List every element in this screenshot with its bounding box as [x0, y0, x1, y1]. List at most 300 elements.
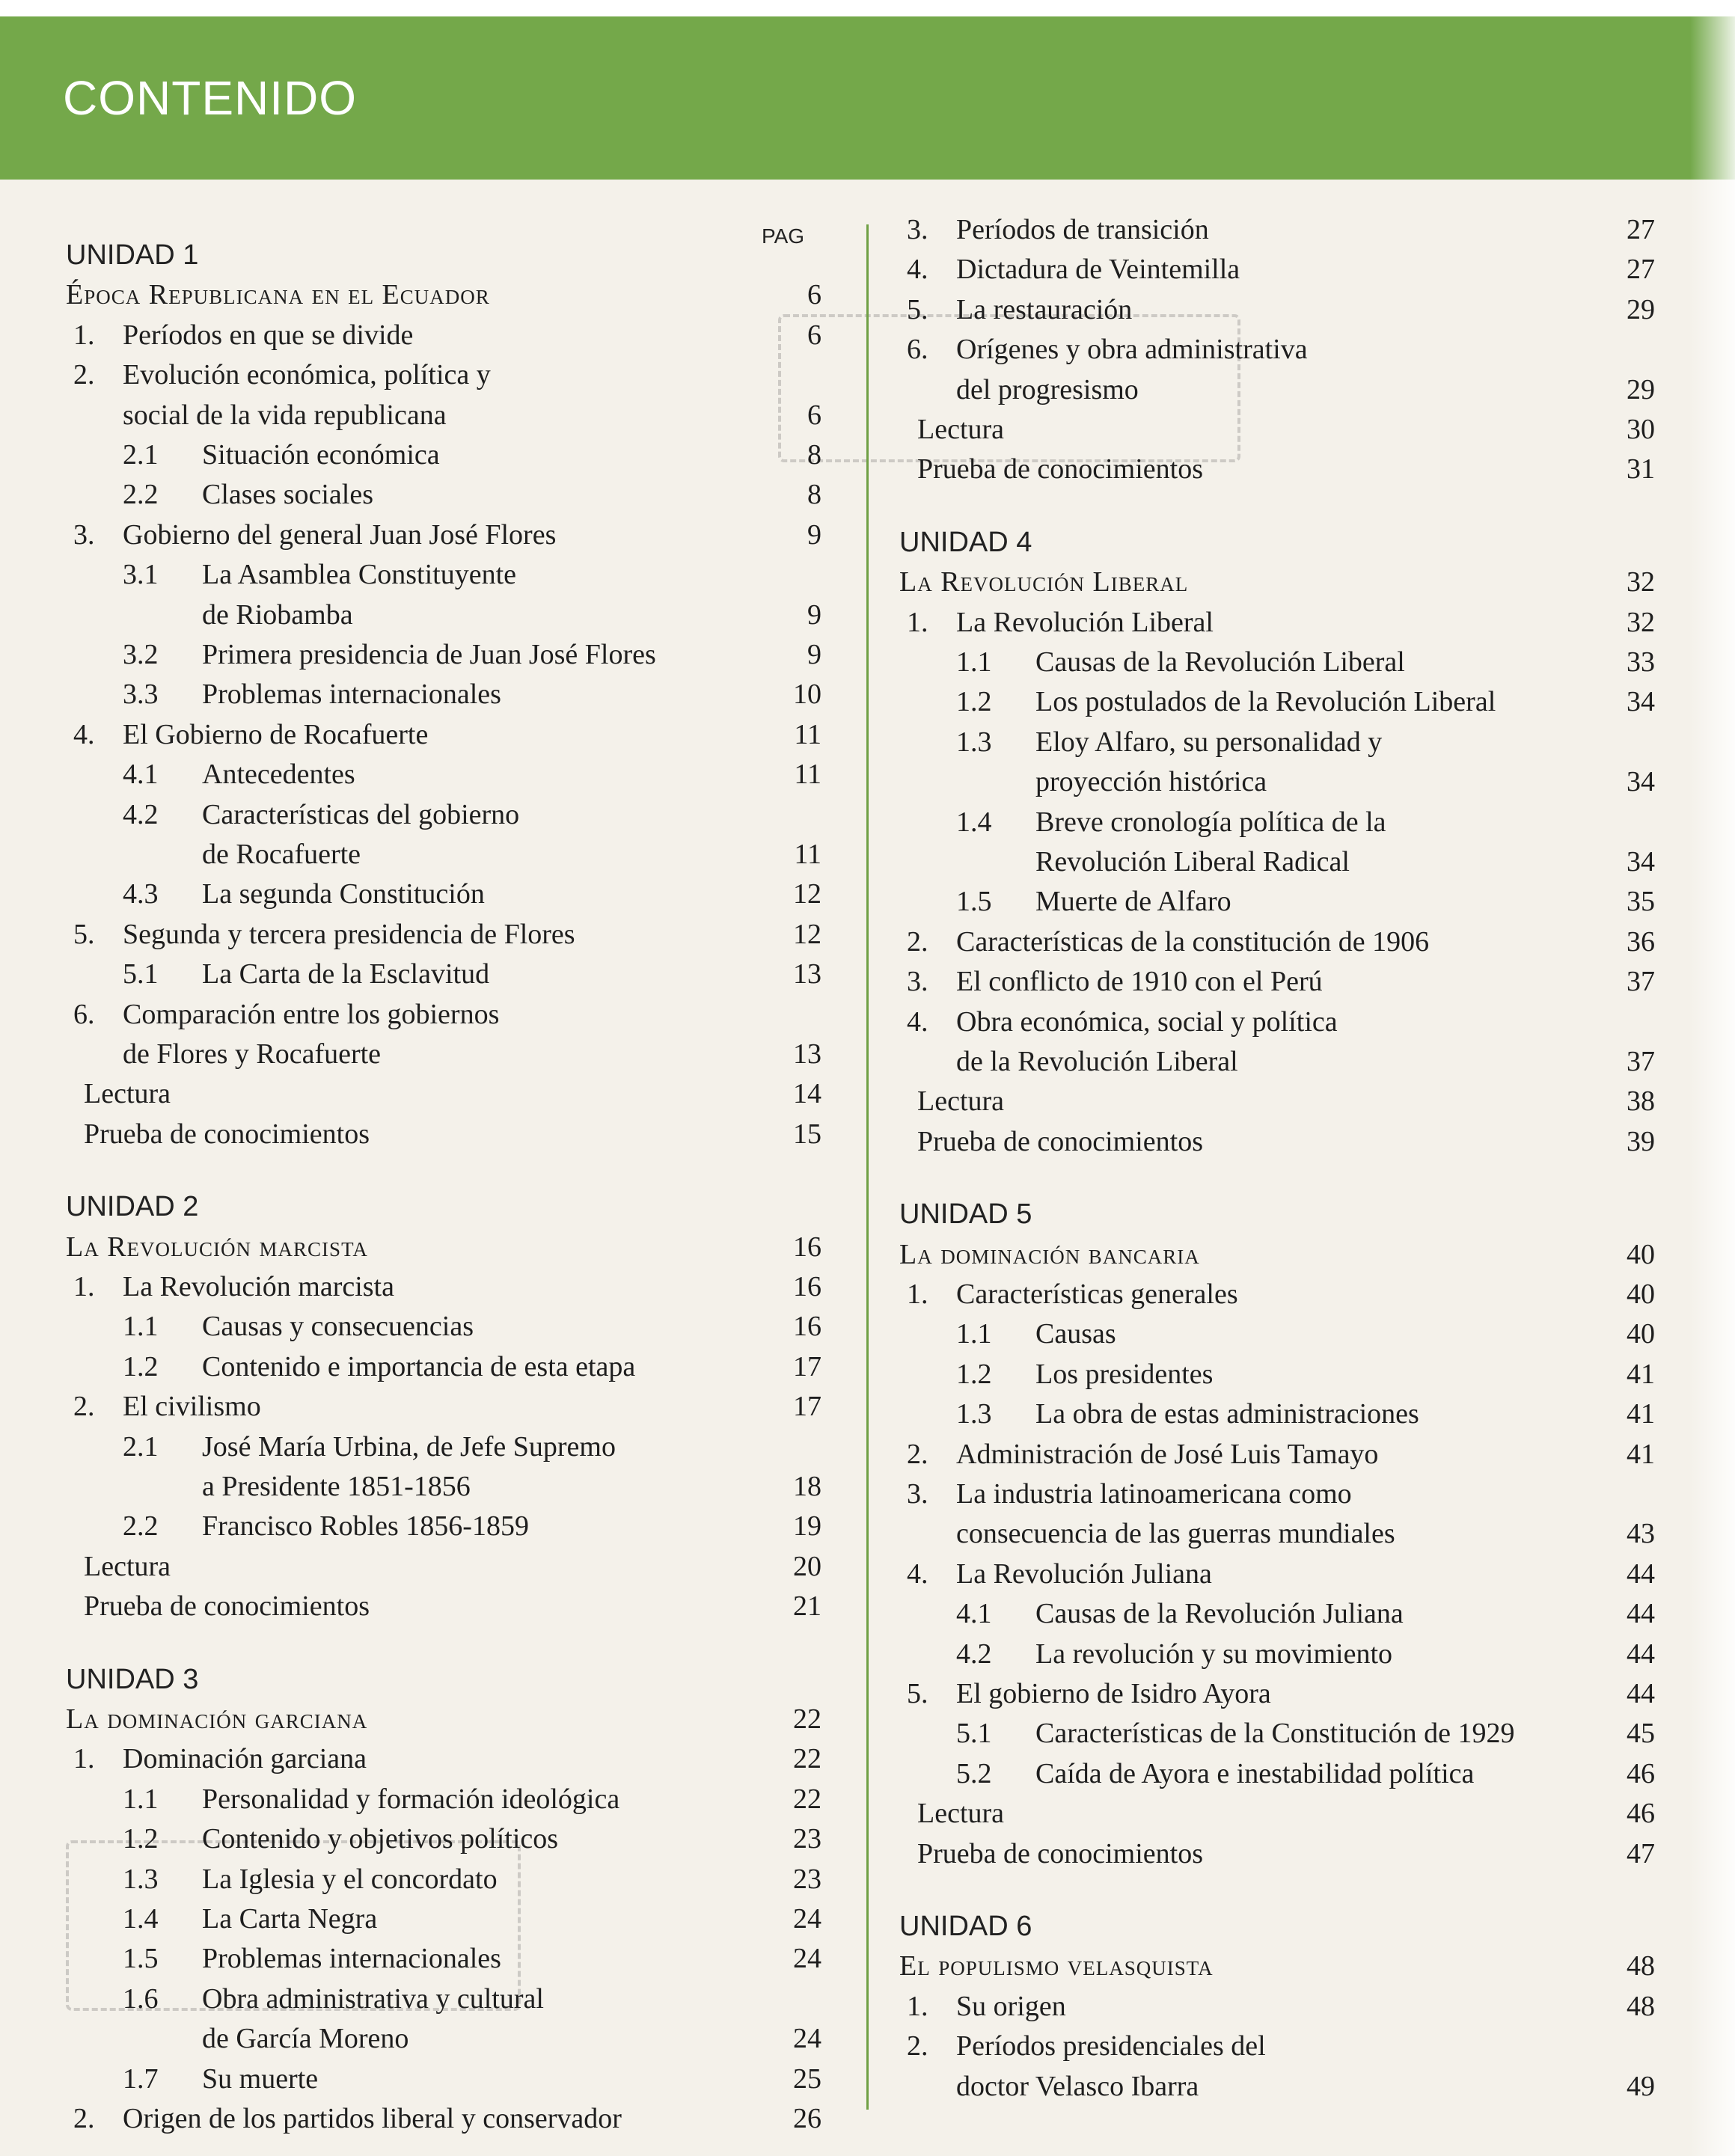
item-text: Problemas internacionales — [202, 679, 501, 711]
toc-item — [907, 2029, 1266, 2063]
page-number: 35 — [1627, 886, 1655, 918]
page-number: 22 — [793, 1783, 821, 1815]
item-text: Lectura — [917, 1798, 1005, 1830]
item-number: 1.6 — [123, 1982, 159, 2015]
item-text: La dominación garciana — [66, 1703, 368, 1735]
item-number: 2. — [73, 1391, 95, 1423]
item-number: 3. — [907, 1478, 928, 1510]
toc-item — [123, 877, 485, 911]
page-number: 34 — [1627, 686, 1655, 718]
item-text: UNIDAD 3 — [66, 1663, 199, 1695]
item-number: 5.1 — [123, 958, 159, 990]
page-number: 44 — [1627, 1598, 1655, 1630]
toc-item — [907, 964, 1323, 999]
page-number: 12 — [793, 878, 821, 910]
toc-item — [956, 1044, 1238, 1079]
page-number: 6 — [807, 319, 821, 351]
toc-item — [907, 293, 1132, 327]
toc-item — [123, 1822, 558, 1856]
page-number: 26 — [793, 2103, 821, 2134]
toc-item — [73, 2101, 622, 2136]
toc-entry — [917, 1124, 1203, 1159]
item-text: Causas de la Revolución Liberal — [1035, 646, 1405, 678]
page-number: 37 — [1627, 1046, 1655, 1077]
toc-entry — [917, 1837, 1203, 1871]
item-number: 3. — [907, 966, 928, 998]
item-text: Segunda y tercera presidencia de Flores — [123, 918, 575, 950]
page-column-label: PAG — [762, 224, 805, 248]
toc-item — [956, 1317, 1116, 1351]
item-number: 2.1 — [123, 439, 159, 471]
toc-item — [956, 1357, 1213, 1391]
item-text: proyección histórica — [1035, 766, 1267, 798]
page-number: 22 — [793, 1703, 821, 1735]
page-number: 46 — [1627, 1798, 1655, 1830]
toc-item — [956, 2069, 1199, 2104]
item-text: Primera presidencia de Juan José Flores — [202, 639, 656, 670]
item-text: UNIDAD 5 — [899, 1198, 1032, 1231]
item-number: 1.7 — [123, 2062, 159, 2095]
item-text: Períodos en que se divide — [123, 319, 414, 351]
item-text: La Revolución Juliana — [956, 1558, 1212, 1590]
page-number: 27 — [1627, 254, 1655, 286]
toc-item — [73, 1389, 261, 1424]
page-number: 9 — [807, 639, 821, 670]
page-number: 13 — [793, 1038, 821, 1070]
item-text: La revolución y su movimiento — [1035, 1638, 1393, 1670]
toc-item — [123, 1902, 377, 1936]
toc-item — [123, 1430, 616, 1464]
item-text: Situación económica — [202, 439, 440, 471]
item-text: José María Urbina, de Jefe Supremo — [202, 1430, 616, 1463]
item-text: Gobierno del general Juan José Flores — [123, 518, 557, 551]
item-text: Causas y consecuencias — [202, 1311, 474, 1343]
toc-item — [123, 957, 489, 991]
page-number: 27 — [1627, 214, 1655, 245]
page-number: 34 — [1627, 846, 1655, 878]
unit-title — [66, 1702, 367, 1736]
toc-entry — [917, 1796, 1004, 1831]
toc-item — [1035, 845, 1350, 879]
page-number: 11 — [794, 759, 821, 791]
page-number: 32 — [1627, 606, 1655, 638]
item-number: 2. — [73, 359, 95, 391]
page-number: 18 — [793, 1471, 821, 1502]
page-number: 22 — [793, 1743, 821, 1775]
page-number: 44 — [1627, 1558, 1655, 1590]
item-text: Muerte de Alfaro — [1035, 886, 1231, 918]
item-number: 3. — [73, 518, 95, 551]
page-number: 32 — [1627, 566, 1655, 598]
toc-item — [907, 332, 1308, 367]
page-number: 40 — [1627, 1318, 1655, 1350]
item-text: Su muerte — [202, 2062, 319, 2095]
toc-item — [73, 518, 556, 552]
item-text: La obra de estas administraciones — [1035, 1398, 1419, 1430]
toc-entry — [84, 1117, 370, 1151]
toc-item — [907, 1437, 1378, 1471]
item-text: Períodos de transición — [956, 214, 1209, 245]
page-number: 31 — [1627, 453, 1655, 486]
item-text: La industria latinoamericana como — [956, 1478, 1352, 1510]
toc-item — [956, 1757, 1474, 1791]
page-number: 21 — [793, 1590, 821, 1623]
item-text: Comparación entre los gobiernos — [123, 998, 500, 1030]
page-number: 39 — [1627, 1125, 1655, 1157]
item-text: Prueba de conocimientos — [917, 1125, 1204, 1157]
item-text: del progresismo — [956, 373, 1139, 405]
item-text: Características de la Constitución de 1929 — [1035, 1718, 1515, 1750]
item-number: 1.3 — [123, 1863, 159, 1895]
toc-item — [123, 438, 440, 472]
toc-item — [907, 252, 1240, 287]
item-number: 5. — [73, 918, 95, 950]
item-number: 1.5 — [956, 886, 992, 918]
item-number: 2. — [907, 1438, 928, 1470]
toc-item — [123, 1782, 619, 1816]
page-number: 44 — [1627, 1678, 1655, 1709]
item-number: 5. — [907, 1678, 928, 1709]
item-text: UNIDAD 4 — [899, 526, 1032, 558]
toc-item — [956, 1637, 1392, 1671]
item-text: Revolución Liberal Radical — [1035, 846, 1350, 878]
toc-item — [123, 1862, 498, 1896]
item-text: Lectura — [84, 1078, 171, 1110]
item-text: Lectura — [84, 1550, 171, 1582]
item-text: Eloy Alfaro, su personalidad y — [1035, 726, 1383, 758]
unit-heading — [899, 525, 1032, 560]
toc-item — [956, 805, 1386, 839]
page-number: 24 — [793, 2023, 821, 2055]
item-text: Dominación garciana — [123, 1743, 367, 1775]
item-text: El populismo velasquista — [899, 1950, 1214, 1982]
item-text: Prueba de conocimientos — [84, 1590, 370, 1623]
page-number: 6 — [807, 399, 821, 431]
item-text: Prueba de conocimientos — [917, 453, 1204, 486]
item-number: 5.1 — [956, 1718, 992, 1750]
item-text: Dictadura de Veintemilla — [956, 254, 1240, 286]
unit-title — [66, 1230, 368, 1264]
page-number: 19 — [793, 1510, 821, 1543]
toc-item — [907, 1676, 1271, 1711]
item-number: 3.3 — [123, 679, 159, 711]
unit-heading — [66, 1662, 198, 1697]
toc-item — [956, 1596, 1404, 1631]
toc-entry — [917, 452, 1203, 486]
item-text: Orígenes y obra administrativa — [956, 334, 1308, 366]
toc-item — [907, 212, 1209, 247]
item-text: La dominación bancaria — [899, 1238, 1200, 1270]
page-number: 34 — [1627, 766, 1655, 798]
toc-item — [123, 1509, 529, 1543]
item-text: de la Revolución Liberal — [956, 1046, 1238, 1077]
item-text: Origen de los partidos liberal y conservador — [123, 2103, 622, 2134]
page-number: 36 — [1627, 925, 1655, 958]
item-number: 5.2 — [956, 1757, 992, 1789]
toc-item — [123, 757, 355, 791]
item-text: Causas de la Revolución Juliana — [1035, 1598, 1404, 1630]
page-number: 48 — [1627, 1950, 1655, 1982]
item-text: doctor Velasco Ibarra — [956, 2070, 1199, 2102]
item-number: 2.1 — [123, 1430, 159, 1463]
toc-item — [956, 685, 1496, 719]
toc-item — [73, 917, 575, 952]
item-text: El gobierno de Isidro Ayora — [956, 1678, 1271, 1709]
item-number: 4. — [73, 718, 95, 750]
item-number: 4. — [907, 1558, 928, 1590]
item-text: consecuencia de las guerras mundiales — [956, 1518, 1395, 1550]
page-number: 8 — [807, 479, 821, 511]
item-number: 1.4 — [123, 1903, 159, 1935]
item-number: 1.2 — [123, 1823, 159, 1855]
toc-entry — [84, 1549, 171, 1584]
toc-item — [202, 598, 353, 632]
item-number: 1.1 — [123, 1311, 159, 1343]
toc-item — [123, 477, 373, 512]
item-number: 1. — [73, 319, 95, 351]
page-number: 46 — [1627, 1757, 1655, 1789]
item-text: Características generales — [956, 1278, 1238, 1310]
page-number: 6 — [807, 279, 821, 311]
item-number: 2.2 — [123, 1510, 159, 1543]
toc-item — [123, 1350, 635, 1384]
page-number: 41 — [1627, 1358, 1655, 1390]
toc-item — [123, 797, 519, 832]
item-text: Administración de José Luis Tamayo — [956, 1438, 1379, 1470]
item-number: 2. — [907, 925, 928, 958]
unit-heading — [899, 1909, 1032, 1944]
page-number: 13 — [793, 958, 821, 990]
page-number: 37 — [1627, 966, 1655, 998]
toc-item — [123, 557, 516, 592]
item-number: 1. — [907, 1990, 928, 2022]
item-number: 6. — [907, 334, 928, 366]
item-number: 1.1 — [956, 1318, 992, 1350]
toc-item — [907, 1277, 1238, 1311]
item-text: de Flores y Rocafuerte — [123, 1038, 382, 1070]
item-text: Obra administrativa y cultural — [202, 1982, 544, 2015]
page-number: 9 — [807, 518, 821, 551]
item-number: 1.5 — [123, 1943, 159, 1975]
item-number: 1.2 — [123, 1350, 159, 1382]
item-text: Caída de Ayora e inestabilidad política — [1035, 1757, 1475, 1789]
item-text: La Revolución Liberal — [956, 606, 1214, 638]
page-number: 40 — [1627, 1278, 1655, 1310]
item-number: 4.1 — [956, 1598, 992, 1630]
page-number: 49 — [1627, 2070, 1655, 2102]
toc-item — [123, 637, 656, 672]
item-text: La Revolución Liberal — [899, 566, 1189, 598]
page-number: 17 — [793, 1350, 821, 1382]
toc-item — [907, 1557, 1212, 1591]
unit-title — [899, 1237, 1200, 1272]
item-text: Características de la constitución de 1906 — [956, 925, 1430, 958]
item-number: 4.3 — [123, 878, 159, 910]
item-text: Clases sociales — [202, 479, 374, 511]
item-text: Lectura — [917, 1085, 1005, 1118]
item-number: 1.1 — [123, 1783, 159, 1815]
item-number: 6. — [73, 998, 95, 1030]
item-text: Personalidad y formación ideológica — [202, 1783, 620, 1815]
page-number: 33 — [1627, 646, 1655, 678]
item-text: La Revolución marcista — [123, 1271, 394, 1302]
item-text: UNIDAD 2 — [66, 1191, 199, 1223]
unit-heading — [66, 1189, 198, 1224]
item-text: Lectura — [917, 414, 1005, 445]
page-number: 10 — [793, 679, 821, 711]
item-number: 2.2 — [123, 479, 159, 511]
item-text: La restauración — [956, 293, 1133, 325]
item-text: UNIDAD 1 — [66, 239, 199, 271]
toc-item — [956, 373, 1139, 407]
page-number: 11 — [794, 839, 821, 870]
item-text: Su origen — [956, 1990, 1066, 2022]
page-number: 41 — [1627, 1438, 1655, 1470]
item-text: Francisco Robles 1856-1859 — [202, 1510, 529, 1543]
page-number: 12 — [793, 918, 821, 950]
item-text: UNIDAD 6 — [899, 1911, 1032, 1942]
toc-item — [123, 1037, 381, 1071]
item-number: 3.1 — [123, 559, 159, 591]
toc-item — [907, 605, 1214, 640]
item-number: 1.3 — [956, 726, 992, 758]
item-text: La segunda Constitución — [202, 878, 485, 910]
item-text: El conflicto de 1910 con el Perú — [956, 966, 1323, 998]
toc-item — [73, 717, 428, 752]
page-number: 45 — [1627, 1718, 1655, 1750]
item-number: 4.2 — [956, 1638, 992, 1670]
page-number: 16 — [793, 1311, 821, 1343]
toc-item — [73, 1270, 394, 1304]
item-text: Prueba de conocimientos — [84, 1118, 370, 1150]
item-text: El Gobierno de Rocafuerte — [123, 718, 429, 750]
item-number: 1.3 — [956, 1398, 992, 1430]
toc-item — [73, 358, 491, 392]
toc-item — [123, 677, 501, 711]
item-number: 1. — [907, 1278, 928, 1310]
item-number: 1. — [73, 1271, 95, 1302]
toc-item — [202, 2021, 408, 2056]
page-number: 41 — [1627, 1398, 1655, 1430]
item-text: social de la vida republicana — [123, 399, 447, 431]
header-band — [0, 16, 1735, 180]
item-number: 2. — [907, 2030, 928, 2062]
page-number: 30 — [1627, 414, 1655, 445]
item-text: de García Moreno — [202, 2023, 409, 2055]
item-text: Causas — [1035, 1318, 1116, 1350]
unit-heading — [899, 1197, 1032, 1231]
item-text: Evolución económica, política y — [123, 359, 491, 391]
item-number: 2. — [73, 2103, 95, 2134]
page-number: 48 — [1627, 1990, 1655, 2022]
toc-item — [956, 1516, 1395, 1551]
item-text: La Revolución marcista — [66, 1231, 368, 1263]
toc-item — [956, 1397, 1419, 1431]
item-number: 3.2 — [123, 639, 159, 670]
page-number: 23 — [793, 1863, 821, 1895]
unit-title — [899, 1949, 1214, 1983]
page-number: 15 — [793, 1118, 821, 1150]
page-number: 38 — [1627, 1085, 1655, 1118]
page-number: 40 — [1627, 1238, 1655, 1270]
item-number: 4.1 — [123, 759, 159, 791]
page-title: CONTENIDO — [63, 71, 357, 125]
toc-entry — [917, 412, 1004, 447]
unit-title — [66, 278, 490, 312]
toc-entry — [84, 1077, 171, 1111]
toc-entry — [84, 1589, 370, 1623]
item-number: 3. — [907, 214, 928, 245]
item-number: 1.4 — [956, 806, 992, 838]
item-text: Características del gobierno — [202, 798, 520, 830]
unit-heading — [66, 238, 198, 272]
toc-item — [907, 1477, 1352, 1511]
top-paper-edge — [0, 0, 1735, 16]
column-divider — [866, 224, 869, 2110]
item-text: La Iglesia y el concordato — [202, 1863, 498, 1895]
page-number: 16 — [793, 1271, 821, 1302]
item-text: Los postulados de la Revolución Liberal — [1035, 686, 1496, 718]
page-number: 24 — [793, 1903, 821, 1935]
page-number: 11 — [794, 718, 821, 750]
item-text: de Riobamba — [202, 598, 353, 631]
page-number: 25 — [793, 2062, 821, 2095]
item-number: 1.2 — [956, 1358, 992, 1390]
toc-item — [1035, 765, 1267, 799]
item-text: El civilismo — [123, 1391, 261, 1423]
item-text: Los presidentes — [1035, 1358, 1214, 1390]
toc-item — [73, 997, 499, 1032]
item-text: La Asamblea Constituyente — [202, 559, 517, 591]
page-number: 20 — [793, 1550, 821, 1582]
item-number: 4.2 — [123, 798, 159, 830]
toc-item — [956, 1716, 1515, 1751]
page-number: 8 — [807, 439, 821, 471]
toc-item — [202, 1469, 471, 1504]
item-number: 4. — [907, 1005, 928, 1038]
item-text: Prueba de conocimientos — [917, 1837, 1204, 1869]
item-text: Contenido y objetivos políticos — [202, 1823, 559, 1855]
item-text: Problemas internacionales — [202, 1943, 501, 1975]
item-number: 5. — [907, 293, 928, 325]
item-text: Períodos presidenciales del — [956, 2030, 1266, 2062]
page-number: 47 — [1627, 1837, 1655, 1869]
unit-title — [899, 565, 1188, 599]
toc-item — [73, 1742, 367, 1776]
page-number: 44 — [1627, 1638, 1655, 1670]
toc-item — [907, 1989, 1066, 2024]
item-number: 1.1 — [956, 646, 992, 678]
page-number: 29 — [1627, 293, 1655, 325]
page-number: 24 — [793, 1943, 821, 1975]
toc-item — [73, 318, 413, 352]
item-number: 4. — [907, 254, 928, 286]
toc-item — [123, 398, 447, 432]
item-text: Antecedentes — [202, 759, 355, 791]
toc-entry — [917, 1084, 1004, 1118]
toc-item — [123, 2062, 318, 2096]
page-edge-shade — [1690, 0, 1735, 2156]
toc-item — [123, 1982, 544, 2016]
item-text: Época Republicana en el Ecuador — [66, 279, 490, 311]
toc-item — [907, 1005, 1338, 1039]
item-text: La Carta Negra — [202, 1903, 378, 1935]
page-number: 14 — [793, 1078, 821, 1110]
toc-item — [956, 645, 1405, 679]
page-number: 17 — [793, 1391, 821, 1423]
toc-item — [202, 837, 361, 872]
item-number: 1.2 — [956, 686, 992, 718]
